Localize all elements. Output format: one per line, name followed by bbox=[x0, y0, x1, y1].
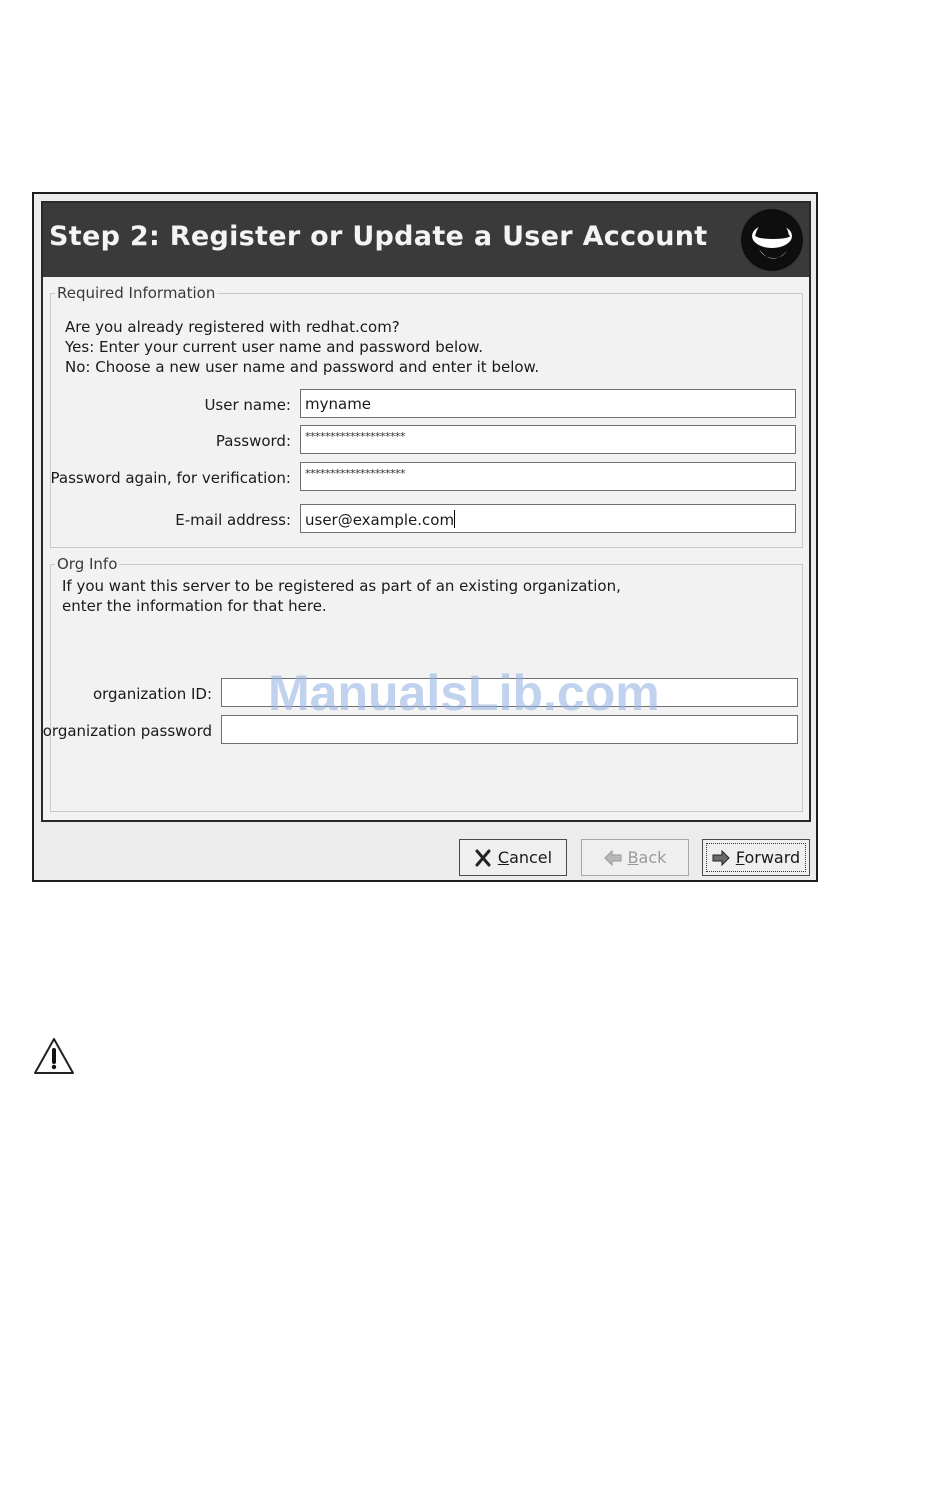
back-button[interactable] bbox=[581, 839, 689, 876]
cancel-button[interactable] bbox=[459, 839, 567, 876]
text-caret bbox=[454, 510, 455, 528]
cancel-label: Cancel bbox=[497, 848, 553, 867]
email-label: E-mail address: bbox=[175, 511, 291, 529]
org-id-label: organization ID: bbox=[92, 685, 212, 703]
forward-label: Forward bbox=[735, 848, 801, 867]
org-intro-line-1: If you want this server to be registered as part of an existing organization, bbox=[62, 577, 621, 595]
back-label: Back bbox=[627, 848, 667, 867]
page-title: Step 2: Register or Update a User Account bbox=[49, 221, 708, 252]
password-verify-input[interactable]: ******************** bbox=[300, 462, 796, 491]
email-input[interactable] bbox=[300, 504, 796, 533]
forward-button[interactable] bbox=[702, 839, 810, 876]
warning-icon bbox=[32, 1036, 76, 1080]
required-intro-line-3: No: Choose a new user name and password and enter it below. bbox=[65, 358, 540, 376]
registration-dialog bbox=[32, 192, 818, 882]
password-verify-label: Password again, for verification: bbox=[50, 469, 291, 487]
email-value: user@example.com bbox=[305, 511, 455, 529]
forward-arrow-icon bbox=[712, 850, 730, 866]
org-intro-line-2: enter the information for that here. bbox=[62, 597, 327, 615]
password-label: Password: bbox=[215, 432, 291, 450]
required-information-legend: Required Information bbox=[57, 284, 216, 302]
watermark: ManualsLib.com bbox=[268, 665, 660, 721]
redhat-logo-icon bbox=[741, 209, 803, 271]
dialog-content bbox=[41, 201, 811, 822]
dialog-header bbox=[43, 203, 809, 277]
cancel-x-icon bbox=[474, 849, 492, 867]
required-intro-line-2: Yes: Enter your current user name and password below. bbox=[65, 338, 483, 356]
org-password-label: organization password bbox=[42, 722, 212, 740]
password-input[interactable]: ******************** bbox=[300, 425, 796, 454]
required-intro-line-1: Are you already registered with redhat.com? bbox=[65, 318, 400, 336]
username-input[interactable]: myname bbox=[300, 389, 796, 418]
org-info-legend: Org Info bbox=[57, 555, 118, 573]
back-arrow-icon bbox=[604, 850, 622, 866]
username-label: User name: bbox=[204, 396, 291, 414]
